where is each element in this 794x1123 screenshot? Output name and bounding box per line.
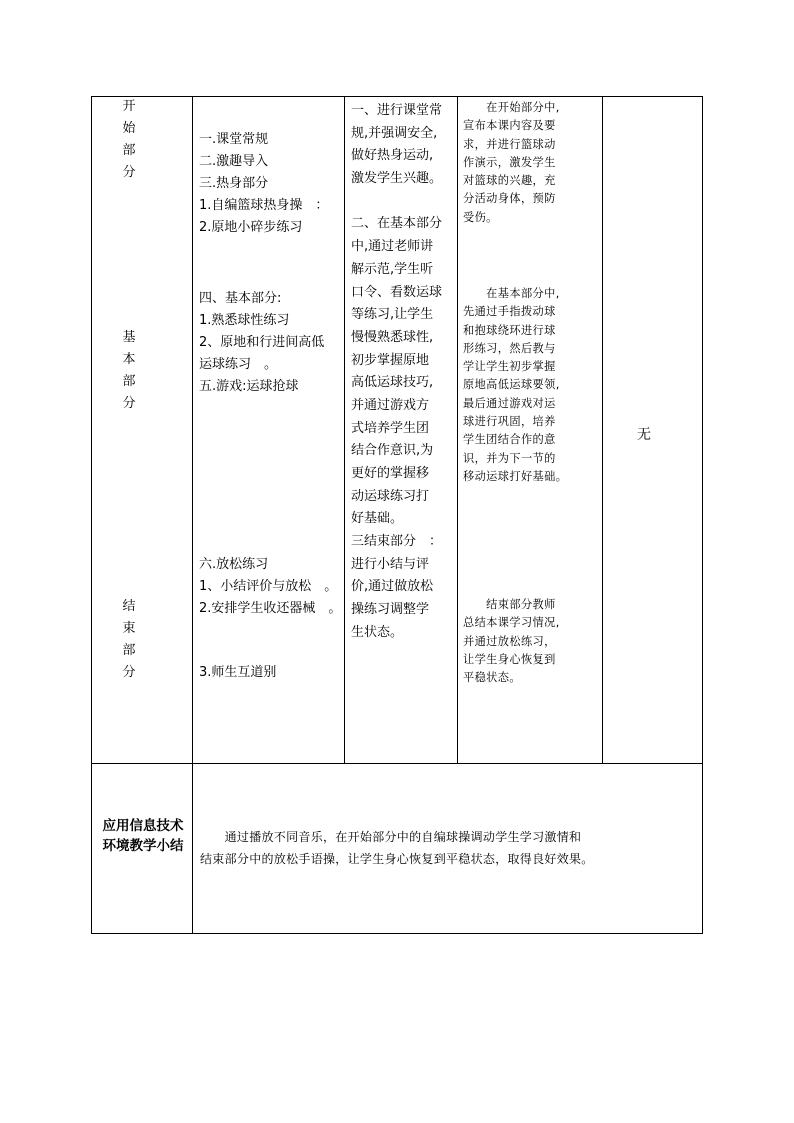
column-divider-1 <box>192 96 193 934</box>
design-notes-basic: 在基本部分中, 先通过手指拨动球 和抱球绕环进行球 形练习，然后教与 学让学生初步掌握 原地高低运球要领, 最后通过游戏对运 球进行巩固，培养 学生团结合作的意 识，并为下一节的 移动运球打好基础。 <box>463 287 568 483</box>
content-line: 1.自编篮球热身操 ： <box>199 198 329 213</box>
teaching-methods: 一、进行课堂常 规,并强调安全, 做好热身运动, 激发学生兴趣。 二、在基本部分 中,通过老师讲 解示范,学生听 口令、看数运球 等练习,让学生 慢慢熟悉球性, 初步掌握原地 高低运球技巧, 并通过游戏方 式培养学生团 结合作意识,为 更好的掌握移 动运球练习打 好基础。 三结束部分 ： 进行小结与评 价,通过做放松 操练习调整学 生状态。 <box>351 103 443 640</box>
column-divider-2 <box>344 96 345 763</box>
content-line: 1、小结评价与放松 。 <box>199 579 338 594</box>
table-border-left <box>91 96 92 934</box>
content-line: 二.激趣导入 <box>199 154 269 169</box>
row-divider <box>91 763 703 764</box>
content-line: 2.安排学生收还器械 。 <box>199 601 342 616</box>
content-line: 五.游戏:运球抢球 <box>199 379 299 394</box>
design-notes-end: 结束部分教师 总结本课学习情况, 并通过放松练习， 让学生身心恢复到 平稳状态。 <box>463 598 560 685</box>
stage-label-start: 开 始 部 分 <box>122 99 136 180</box>
summary-line: 通过播放不同音乐，在开始部分中的自编球操调动学生学习激情和 <box>200 830 582 844</box>
content-end-last: 3.师生互道别 <box>199 665 277 680</box>
stage-label-end: 结 束 部 分 <box>122 599 136 680</box>
content-line: 六.放松练习 <box>199 557 269 572</box>
content-basic <box>199 288 324 398</box>
content-end <box>199 554 341 620</box>
content-line: 四、基本部分: <box>199 291 282 306</box>
tech-column-value: 无 <box>637 427 651 443</box>
table-border-bottom <box>91 933 703 934</box>
summary-label: 应用信息技术环境教学小结 <box>102 818 184 854</box>
table-border-top <box>91 96 703 97</box>
column-divider-3 <box>457 96 458 763</box>
content-line: 一.课堂常规 <box>199 132 269 147</box>
content-line: 2、原地和行进间高低 <box>199 335 325 350</box>
stage-label-basic: 基 本 部 分 <box>122 330 136 411</box>
content-line: 运球练习 。 <box>199 357 278 372</box>
table-border-right <box>702 96 703 934</box>
design-notes-start: 在开始部分中, 宣布本课内容及要 求，并进行篮球动 作演示，激发学生 对篮球的兴趣，充 分活动身体，预防 受伤。 <box>463 101 560 224</box>
content-line: 1.熟悉球性练习 <box>199 313 290 328</box>
summary-line: 结束部分中的放松手语操，让学生身心恢复到平稳状态，取得良好效果。 <box>200 852 594 866</box>
column-divider-4 <box>602 96 603 763</box>
content-start <box>199 129 328 239</box>
summary-text <box>200 826 700 870</box>
content-line: 三.热身部分 <box>199 176 269 191</box>
content-line: 2.原地小碎步练习 <box>199 220 303 235</box>
